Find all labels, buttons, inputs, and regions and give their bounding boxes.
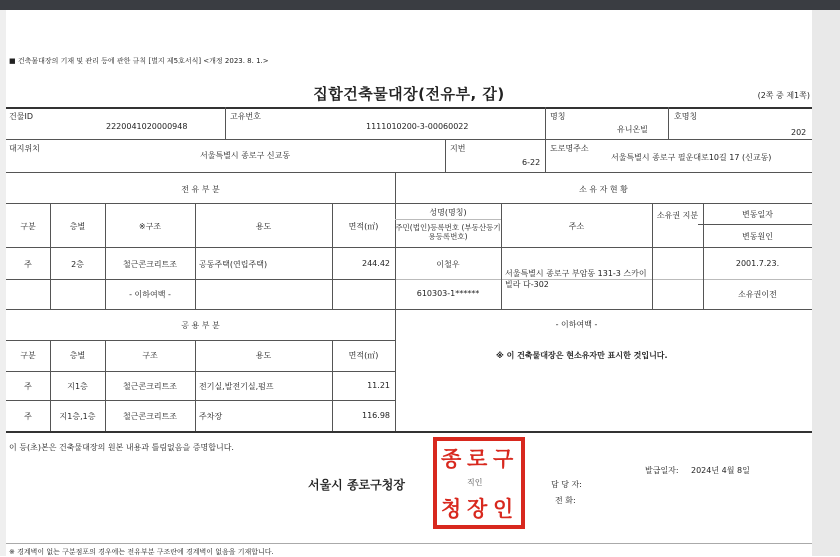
- site-label: 대지위치: [9, 144, 40, 153]
- common-row-floor: 지1층: [67, 382, 88, 391]
- row-divider: [6, 340, 395, 341]
- excl-header-area: 면적(㎡): [348, 222, 379, 231]
- common-row-floor: 지1층,1층: [59, 412, 96, 421]
- owner-name: 이철우: [436, 260, 460, 269]
- common-row-division: 주: [24, 412, 32, 421]
- excl-row-division: 주: [24, 260, 32, 269]
- change-reason: 소유권이전: [738, 290, 777, 299]
- seal-mark-label: 직인: [467, 478, 483, 487]
- excl-header-use: 용도: [255, 222, 272, 231]
- seal-char: 로: [467, 446, 488, 471]
- excl-header-structure: ※구조: [138, 222, 162, 231]
- excl-blank-note: - 이하여백 -: [129, 290, 171, 299]
- row-divider: [6, 371, 395, 372]
- row-divider: [6, 247, 812, 248]
- change-date: 2001.7.23.: [735, 259, 780, 268]
- owner-reg-no: 610303-1******: [416, 289, 480, 298]
- seal-char: 종: [441, 446, 462, 471]
- issue-date-label: 발급일자:: [645, 466, 679, 475]
- seal-char: 인: [493, 496, 514, 521]
- common-header-use: 용도: [255, 351, 272, 360]
- owner-header-id: 주민(법인)등록번호 (부동산등기용등록번호): [395, 223, 501, 241]
- common-row-division: 주: [24, 382, 32, 391]
- official-seal: [433, 437, 525, 529]
- col-divider: [668, 107, 669, 139]
- bottom-note: ※ 경계벽이 없는 구분점포의 경우에는 전유부분 구조란에 경계벽이 없음을 기재합니다.: [9, 548, 274, 556]
- excl-header-division: 구분: [20, 222, 36, 231]
- ho-value: 202: [791, 128, 807, 137]
- col-divider: [225, 107, 226, 139]
- owner-address: 서울특별시 종로구 부암동 131-3 스카이빌라 다-302: [505, 269, 647, 289]
- road-label: 도로명주소: [550, 144, 589, 153]
- excl-row-area: 244.42: [362, 259, 390, 268]
- excl-header-floor: 층별: [69, 222, 86, 231]
- common-header-floor: 층별: [69, 351, 86, 360]
- footer-divider: [6, 543, 812, 544]
- excl-row-use: 공동주택(연립주택): [199, 260, 268, 269]
- building-id-label: 건물ID: [9, 112, 33, 121]
- row-divider: [6, 279, 395, 280]
- name-value: 유니온빌: [617, 125, 648, 134]
- row-divider: [698, 224, 812, 225]
- unique-no-label: 고유번호: [230, 112, 261, 121]
- owner-header-share: 소유권 지분: [656, 211, 699, 220]
- row-divider: [6, 309, 812, 310]
- seal-char: 장: [467, 496, 488, 521]
- law-reference: ■ 건축물대장의 기재 및 관리 등에 관한 규칙 [별지 제5호서식] <개정 2023. 8. 1.>: [9, 57, 269, 65]
- document-title: 집합건축물대장(전유부, 갑): [313, 85, 505, 103]
- common-header-division: 구분: [20, 351, 36, 360]
- common-row-structure: 철근콘크리트조: [122, 382, 178, 391]
- seal-char: 구: [493, 446, 514, 471]
- common-section-title: 공 용 부 분: [181, 321, 220, 330]
- common-row-use: 주차장: [199, 412, 223, 421]
- excl-row-floor: 2층: [71, 260, 84, 269]
- certification-text: 이 등(초)본은 건축물대장의 원본 내용과 틀림없음을 증명합니다.: [9, 443, 234, 452]
- col-divider: [332, 203, 333, 309]
- exclusive-section-title: 전 유 부 분: [181, 185, 220, 194]
- name-label: 명칭: [550, 112, 566, 121]
- col-divider: [195, 203, 196, 309]
- row-divider: [6, 203, 812, 204]
- owner-header-reason: 변동원인: [742, 232, 773, 241]
- owner-section-title: 소 유 자 현 황: [579, 185, 628, 194]
- phone-label: 전 화:: [555, 496, 576, 505]
- unique-no-value: 1111010200-3-00060022: [366, 122, 469, 131]
- page-count: (2쪽 중 제1쪽): [757, 91, 810, 100]
- viewer-right-margin: [812, 10, 840, 556]
- issue-date: 2024년 4월 8일: [691, 466, 750, 475]
- row-divider: [6, 139, 812, 140]
- owner-blank-note: - 이하여백 -: [555, 320, 598, 329]
- owner-header-name: 성명(명칭): [429, 208, 467, 217]
- header-subdivider: [395, 219, 501, 220]
- owner-header-address: 주소: [568, 222, 585, 231]
- lot-label: 지번: [450, 144, 466, 153]
- seal-char: 청: [441, 496, 462, 521]
- register-document: [6, 10, 812, 556]
- window-top-bar: [0, 0, 840, 10]
- owner-header-date: 변동일자: [742, 210, 773, 219]
- officer-label: 담 당 자:: [551, 480, 582, 489]
- common-row-use: 전기실,발전기실,펌프: [199, 382, 274, 391]
- common-row-area: 11.21: [367, 381, 390, 390]
- common-row-area: 116.98: [362, 411, 390, 420]
- excl-row-structure: 철근콘크리트조: [122, 260, 178, 269]
- building-id-value: 2220041020000948: [106, 122, 188, 131]
- row-divider: [6, 400, 395, 401]
- row-divider: [6, 172, 812, 173]
- owner-notice: ※ 이 건축물대장은 현소유자만 표시한 것입니다.: [496, 351, 668, 360]
- site-value: 서울특별시 종로구 신교동: [200, 151, 291, 160]
- lot-value: 6-22: [522, 158, 541, 167]
- common-header-structure: 구조: [142, 351, 158, 360]
- table-border-top: [6, 107, 812, 109]
- col-divider: [501, 203, 502, 309]
- common-row-structure: 철근콘크리트조: [122, 412, 178, 421]
- table-border-bottom: [6, 431, 812, 433]
- common-header-area: 면적(㎡): [348, 351, 379, 360]
- col-divider: [445, 139, 446, 172]
- col-divider: [50, 203, 51, 309]
- road-value: 서울특별시 종로구 필운대로10길 17 (신교동): [611, 153, 772, 162]
- issuer-name: 서울시 종로구청장: [308, 478, 405, 492]
- col-divider: [545, 107, 546, 172]
- ho-label: 호명칭: [674, 112, 698, 121]
